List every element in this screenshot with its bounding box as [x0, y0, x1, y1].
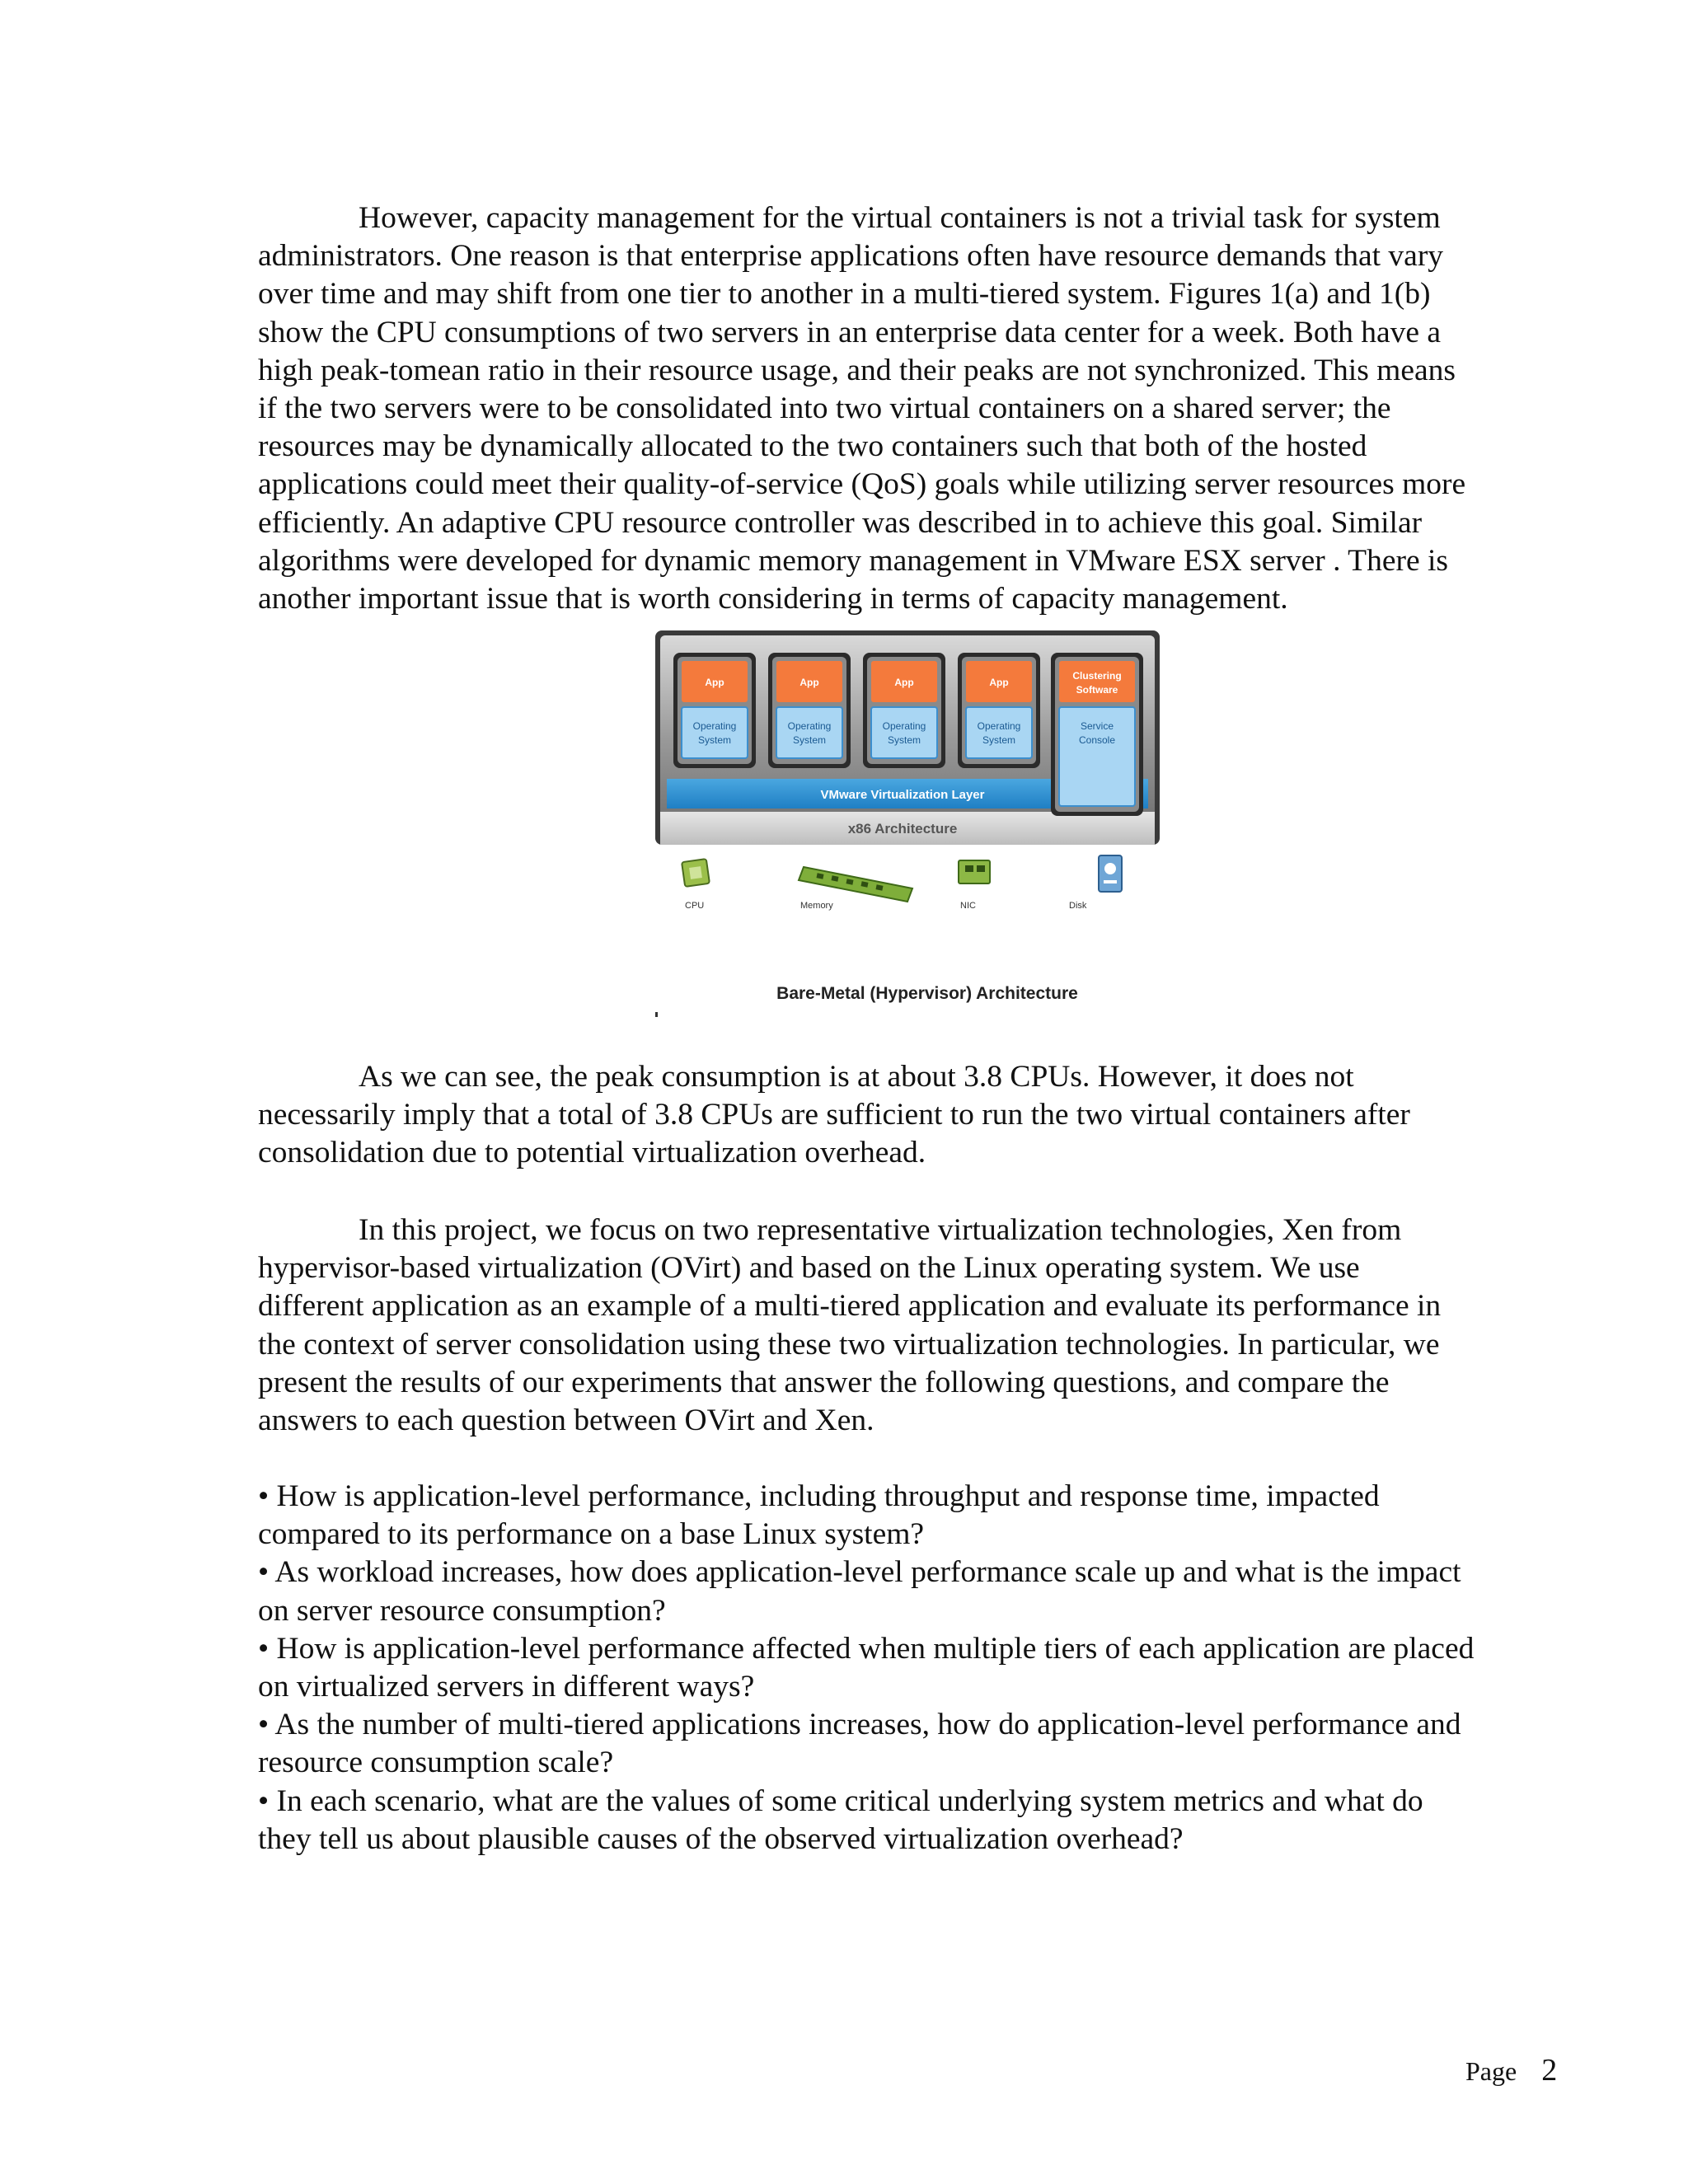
text-line: the context of server consolidation using these two virtualization technologies. In particular, we: [258, 1327, 1440, 1361]
memory-module-icon: [799, 867, 912, 902]
list-item: • How is application-level performance affected when multiple tiers of each application are placed: [258, 1631, 1475, 1666]
nic-card-icon: [959, 860, 990, 883]
list-item: • How is application-level performance, including throughput and response time, impacted: [258, 1479, 1380, 1513]
list-item: on server resource consumption?: [258, 1593, 666, 1628]
os-label: Operating: [787, 720, 832, 732]
paragraph-project-focus: [258, 1212, 1568, 1440]
vm-box: [768, 653, 851, 768]
text-line: another important issue that is worth considering in terms of capacity management.: [258, 582, 1288, 616]
hypervisor-architecture-figure: [655, 626, 1175, 1022]
app-label: App: [894, 677, 914, 688]
os-block: [682, 707, 748, 758]
vm-box: [958, 653, 1040, 768]
cpu-chip-icon: [682, 859, 710, 887]
service-console-label: Service: [1080, 720, 1114, 732]
page-label: Page: [1465, 2056, 1517, 2086]
text-line: As we can see, the peak consumption is at about 3.8 CPUs. However, it does not: [359, 1060, 1354, 1094]
text-line: consolidation due to potential virtualization overhead.: [258, 1136, 926, 1170]
app-label: App: [799, 677, 819, 688]
clustering-block: [1059, 661, 1135, 702]
vm-box: [863, 653, 945, 768]
text-line: efficiently. An adaptive CPU resource controller was described in to achieve this goal. Similar: [258, 505, 1423, 540]
list-item: on virtualized servers in different ways?: [258, 1670, 755, 1704]
os-label: System: [792, 734, 827, 746]
os-label: System: [887, 734, 921, 746]
nic-label: NIC: [960, 901, 976, 911]
list-item: compared to its performance on a base Linux system?: [258, 1517, 925, 1552]
os-block: [776, 707, 842, 758]
text-line: present the results of our experiments that answer the following questions, and compare the: [258, 1365, 1390, 1399]
text-line: necessarily imply that a total of 3.8 CPUs are sufficient to run the two virtual containers after: [258, 1098, 1410, 1132]
text-line: show the CPU consumptions of two servers in an enterprise data center for a week. Both have a: [258, 315, 1442, 349]
list-item: they tell us about plausible causes of the observed virtualization overhead?: [258, 1821, 1184, 1856]
text-line: algorithms were developed for dynamic memory management in VMware ESX server . There is: [258, 543, 1449, 578]
text-line: In this project, we focus on two representative virtualization technologies, Xen from: [359, 1213, 1402, 1247]
question-list: [258, 1478, 1568, 1858]
text-line: hypervisor-based virtualization (OVirt) and based on the Linux operating system. We use: [258, 1251, 1360, 1286]
clustering-label: Software: [1076, 684, 1118, 696]
os-block: [871, 707, 937, 758]
list-item: • In each scenario, what are the values of some critical underlying system metrics and what do: [258, 1783, 1423, 1818]
vm-box: [673, 653, 756, 768]
text-line: resources may be dynamically allocated to the two containers such that both of the hosted: [258, 429, 1367, 464]
app-label: App: [705, 677, 724, 688]
os-label: Operating: [882, 720, 926, 732]
text-line: if the two servers were to be consolidated into two virtual containers on a shared server; the: [258, 391, 1391, 426]
list-item: • As the number of multi-tiered applications increases, how do application-level performance and: [258, 1708, 1461, 1742]
os-label: Operating: [977, 720, 1021, 732]
text-line: high peak-tomean ratio in their resource usage, and their peaks are not synchronized. This means: [258, 353, 1456, 387]
text-line: applications could meet their quality-of-service (QoS) goals while utilizing server resources more: [258, 467, 1466, 502]
list-item: resource consumption scale?: [258, 1746, 614, 1780]
os-block: [966, 707, 1032, 758]
service-console-label: Console: [1078, 734, 1116, 746]
page-footer: [1465, 2052, 1557, 2088]
text-line: over time and may shift from one tier to another in a multi-tiered system. Figures 1(a) and 1(b): [258, 277, 1431, 312]
cpu-label: CPU: [685, 901, 705, 911]
app-label: App: [989, 677, 1009, 688]
memory-label: Memory: [800, 901, 833, 911]
figure-caption: Bare-Metal (Hypervisor) Architecture: [776, 984, 1078, 1003]
paragraph-peak-consumption: [258, 1058, 1568, 1173]
text-line: However, capacity management for the virtual containers is not a trivial task for system: [359, 201, 1441, 235]
clustering-label: Clustering: [1072, 670, 1122, 682]
text-line: different application as an example of a multi-tiered application and evaluate its performance in: [258, 1289, 1442, 1324]
os-label: System: [697, 734, 732, 746]
disk-label: Disk: [1069, 901, 1087, 911]
os-label: Operating: [692, 720, 737, 732]
os-label: System: [982, 734, 1016, 746]
service-console-box: [1051, 653, 1143, 816]
paragraph-capacity-management: [258, 199, 1568, 618]
virtualization-layer-label: VMware Virtualization Layer: [820, 788, 985, 802]
list-item: • As workload increases, how does application-level performance scale up and what is the impact: [258, 1555, 1461, 1590]
page-number: 2: [1541, 2053, 1558, 2088]
text-line: administrators. One reason is that enterprise applications often have resource demands that vary: [258, 239, 1444, 274]
text-line: answers to each question between OVirt and Xen.: [258, 1404, 874, 1438]
disk-icon: [1099, 855, 1122, 892]
x86-label: x86 Architecture: [847, 821, 958, 837]
